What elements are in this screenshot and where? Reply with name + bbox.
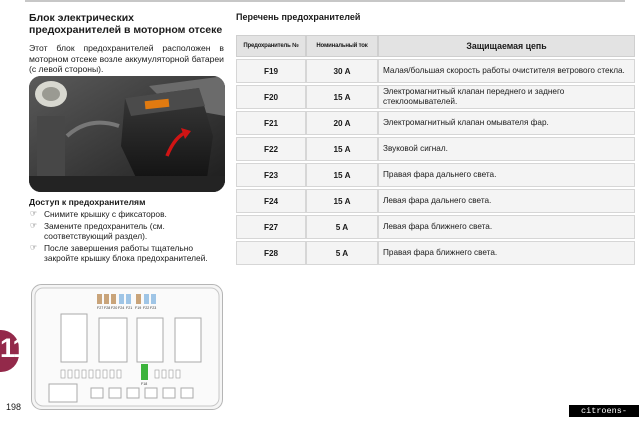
table-row [236, 163, 635, 187]
fuse-label: F20 [111, 306, 118, 310]
fuse-slot-blue [151, 294, 156, 304]
fuse-number: F27 [236, 215, 306, 239]
top-rule [25, 0, 625, 2]
fuse-rating: 20 A [306, 111, 378, 135]
fuse-circuit: Правая фара ближнего света. [378, 241, 635, 265]
table-row [236, 137, 635, 161]
table-row [236, 85, 635, 109]
fuse-number: F28 [236, 241, 306, 265]
fuse-label: F23 [150, 306, 157, 310]
header-fuse-number: Предохранитель № [236, 35, 306, 57]
fuse-circuit: Электромагнитный клапан омывателя фар. [378, 111, 635, 135]
fuse-number: F22 [236, 137, 306, 161]
fuse-slot-blue [126, 294, 131, 304]
fuse-label: F18 [141, 382, 148, 386]
pointing-hand-icon: ☞ [30, 209, 38, 218]
fuse-slot-tan [111, 294, 116, 304]
fuse-number: F21 [236, 111, 306, 135]
header-rating: Номинальный ток [306, 35, 378, 57]
fuse-table [236, 33, 635, 267]
fuse-circuit: Левая фара ближнего света. [378, 215, 635, 239]
fuse-label: F19 [135, 306, 142, 310]
fuse-label: F22 [143, 306, 150, 310]
section-title-line-2: предохранителей в моторном отсеке [29, 24, 223, 36]
fuse-slot-tan [136, 294, 141, 304]
fuse-rating: 15 A [306, 85, 378, 109]
fuse-number: F24 [236, 189, 306, 213]
section-title-line-1: Блок электрических [29, 12, 135, 24]
fuse-rating: 15 A [306, 163, 378, 187]
fuse-slot-tan [97, 294, 102, 304]
fuse-rating: 5 A [306, 241, 378, 265]
fuse-slot-blue [144, 294, 149, 304]
fuse-slot-blue [119, 294, 124, 304]
fuse-label: F21 [126, 306, 133, 310]
chapter-number: 11 [0, 333, 27, 363]
fuse-circuit: Электромагнитный клапан переднего и заднего стеклоомывателей. [378, 85, 635, 109]
fuse-slot-green [141, 364, 148, 380]
access-steps [29, 209, 225, 265]
access-title: Доступ к предохранителям [29, 197, 146, 207]
fuse-circuit: Правая фара дальнего света. [378, 163, 635, 187]
fuse-number: F23 [236, 163, 306, 187]
fuse-number: F19 [236, 59, 306, 83]
fuse-slot-tan [104, 294, 109, 304]
access-step: ☞ Снимите крышку с фиксаторов. [30, 209, 167, 219]
fuse-rating: 30 A [306, 59, 378, 83]
table-row [236, 189, 635, 213]
fuse-rating: 5 A [306, 215, 378, 239]
page-number: 198 [6, 402, 22, 412]
access-step: ☞ Замените предохранитель (см. соответствующий раздел). [30, 221, 165, 241]
table-row [236, 59, 635, 83]
access-step: ☞ После завершения работы тщательно закройте крышку блока предохранителей. [30, 243, 208, 263]
fuse-label: F27 [97, 306, 104, 310]
fuse-table-header [236, 35, 635, 57]
table-row [236, 241, 635, 265]
pointing-hand-icon: ☞ [30, 221, 38, 230]
fuse-circuit: Малая/большая скорость работы очистителя ветрового стекла. [378, 59, 635, 83]
site-watermark: citroens-club.ru [569, 405, 639, 417]
fuse-circuit: Левая фара дальнего света. [378, 189, 635, 213]
fuse-list-title: Перечень предохранителей [236, 12, 361, 22]
fuse-label: F24 [118, 306, 125, 310]
header-circuit: Защищаемая цепь [378, 35, 635, 57]
pointing-hand-icon: ☞ [30, 243, 38, 252]
table-row [236, 215, 635, 239]
section-title [29, 12, 229, 36]
table-row [236, 111, 635, 135]
fuse-rating: 15 A [306, 189, 378, 213]
fuse-label: F28 [104, 306, 111, 310]
fuse-box-diagram [31, 284, 223, 410]
fuse-circuit: Звуковой сигнал. [378, 137, 635, 161]
fuse-rating: 15 A [306, 137, 378, 161]
fuse-number: F20 [236, 85, 306, 109]
engine-fuse-box-photo [29, 76, 225, 192]
intro-paragraph: Этот блок предохранителей расположен в моторном отсеке возле аккумуляторной батареи (с левой стороны). [29, 43, 224, 74]
